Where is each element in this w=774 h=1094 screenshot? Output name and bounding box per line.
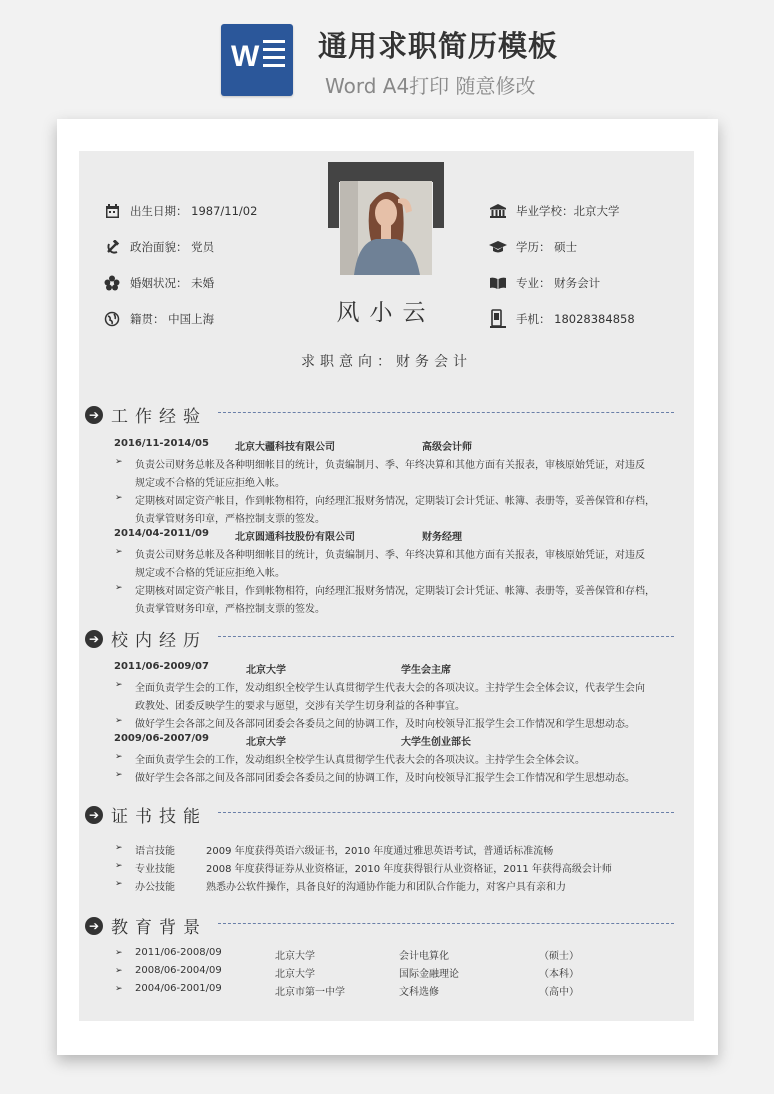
section-work-header xyxy=(85,402,207,427)
campus-bullet-line: 做好学生会各部之间及各部同团委会各委员之间的协调工作，及时向校领导汇报学生会工作情况和学生思想动态。 xyxy=(135,719,635,730)
profile-label: 学历： xyxy=(516,240,551,254)
profile-value: 18028384858 xyxy=(554,312,635,326)
bullet-arrow-icon: ➢ xyxy=(115,984,123,994)
profile-phone xyxy=(489,311,635,327)
campus-org: 北京大学 xyxy=(246,737,286,748)
edu-degree: （本科） xyxy=(539,969,579,980)
resume-page xyxy=(57,119,718,1055)
arrow-circle-icon: ➔ xyxy=(85,630,103,648)
edu-degree: （高中） xyxy=(539,987,579,998)
bullet-arrow-icon: ➢ xyxy=(115,547,123,557)
work-title: 高级会计师 xyxy=(422,442,472,453)
profile-label: 出生日期： xyxy=(130,204,188,218)
resume-sheet xyxy=(79,151,694,1021)
calendar-icon xyxy=(103,203,121,219)
phone-icon xyxy=(489,311,507,327)
edu-school: 北京大学 xyxy=(275,951,315,962)
edu-school: 北京大学 xyxy=(275,969,315,980)
profile-party xyxy=(103,239,214,255)
bullet-arrow-icon: ➢ xyxy=(115,879,123,889)
job-intent: 求职意向：财务会计 xyxy=(301,354,472,370)
campus-title: 大学生创业部长 xyxy=(401,737,471,748)
bullet-arrow-icon: ➢ xyxy=(115,680,123,690)
edu-date: 2004/06-2001/09 xyxy=(135,983,222,994)
profile-label: 政治面貌： xyxy=(130,240,188,254)
work-company: 北京大疆科技有限公司 xyxy=(235,442,335,453)
cert-text: 2008 年度获得证券从业资格证，2010 年度获得银行从业资格证，2011 年获得高级会计师 xyxy=(206,864,612,875)
profile-value: 1987/11/02 xyxy=(191,204,258,218)
section-title: 校内经历 xyxy=(111,631,207,651)
edu-major: 文科选修 xyxy=(399,987,439,998)
word-icon xyxy=(221,24,293,96)
profile-birth xyxy=(103,203,257,219)
cert-label: 语言技能 xyxy=(135,846,175,857)
profile-value: 中国上海 xyxy=(168,312,215,326)
globe-icon xyxy=(103,311,121,327)
edu-degree: （硕士） xyxy=(539,951,579,962)
school-building-icon xyxy=(489,203,507,219)
bullet-arrow-icon: ➢ xyxy=(115,948,123,958)
profile-label: 专业： xyxy=(516,276,551,290)
profile-label: 籍贯： xyxy=(130,312,165,326)
profile-marital xyxy=(103,275,214,291)
cert-text: 熟悉办公软件操作，具备良好的沟通协作能力和团队合作能力，对客户具有亲和力 xyxy=(206,882,566,893)
work-date: 2016/11-2014/05 xyxy=(114,438,209,449)
section-title: 证书技能 xyxy=(111,807,207,827)
section-certs-header xyxy=(85,802,207,827)
banner-title: 通用求职简历模板 xyxy=(318,29,559,63)
work-bullet-line: 负责公司财务总帐及各种明细帐目的统计，负责编制月、季、年终决算和其他方面有关报表，审核原始凭证，对违反 xyxy=(135,460,645,471)
arrow-circle-icon: ➔ xyxy=(85,806,103,824)
bullet-arrow-icon: ➢ xyxy=(115,843,123,853)
word-icon-letter: W xyxy=(231,40,260,73)
work-title: 财务经理 xyxy=(422,532,462,543)
campus-bullet-line: 全面负责学生会的工作，发动组织全校学生认真贯彻学生代表大会的各项决议。主持学生会全体会议。 xyxy=(135,755,585,766)
work-bullet-line: 定期核对固定资产帐目，作到帐物相符，向经理汇报财务情况，定期装订会计凭证、帐簿、表册等，妥善保管和存档， xyxy=(135,496,655,507)
campus-title: 学生会主席 xyxy=(401,665,451,676)
bullet-arrow-icon: ➢ xyxy=(115,583,123,593)
profile-label: 毕业学校： xyxy=(516,204,574,218)
section-edu-header xyxy=(85,913,207,938)
campus-date: 2009/06-2007/09 xyxy=(114,733,209,744)
edu-school: 北京市第一中学 xyxy=(275,987,345,998)
profile-label: 手机： xyxy=(516,312,551,326)
cert-text: 2009 年度获得英语六级证书，2010 年度通过雅思英语考试，普通话标准流畅 xyxy=(206,846,554,857)
work-bullet-line: 规定或不合格的凭证应拒绝入帐。 xyxy=(135,478,285,489)
edu-date: 2008/06-2004/09 xyxy=(135,965,222,976)
section-divider xyxy=(218,812,674,813)
edu-major: 国际金融理论 xyxy=(399,969,459,980)
arrow-circle-icon: ➔ xyxy=(85,917,103,935)
edu-major: 会计电算化 xyxy=(399,951,449,962)
arrow-circle-icon: ➔ xyxy=(85,406,103,424)
section-divider xyxy=(218,412,674,413)
work-bullet-line: 定期核对固定资产帐目，作到帐物相符，向经理汇报财务情况，定期装订会计凭证、帐簿、表册等，妥善保管和存档， xyxy=(135,586,655,597)
campus-bullet-line: 做好学生会各部之间及各部同团委会各委员之间的协调工作，及时向校领导汇报学生会工作情况和学生思想动态。 xyxy=(135,773,635,784)
book-icon xyxy=(489,275,507,291)
profile-value: 财务会计 xyxy=(554,276,601,290)
profile-degree xyxy=(489,239,577,255)
bullet-arrow-icon: ➢ xyxy=(115,716,123,726)
section-campus-header xyxy=(85,626,207,651)
bullet-arrow-icon: ➢ xyxy=(115,752,123,762)
profile-value: 硕士 xyxy=(554,240,578,254)
work-bullet-line: 负责公司财务总帐及各种明细帐目的统计，负责编制月、季、年终决算和其他方面有关报表，审核原始凭证，对违反 xyxy=(135,550,645,561)
profile-hometown xyxy=(103,311,214,327)
section-divider xyxy=(218,923,674,924)
profile-value: 党员 xyxy=(191,240,215,254)
graduation-cap-icon xyxy=(489,239,507,255)
bullet-arrow-icon: ➢ xyxy=(115,861,123,871)
candidate-name: 风小云 xyxy=(336,300,436,326)
work-bullet-line: 负责掌管财务印章，严格控制支票的签发。 xyxy=(135,604,325,615)
cert-label: 专业技能 xyxy=(135,864,175,875)
profile-label: 婚姻状况： xyxy=(130,276,188,290)
campus-org: 北京大学 xyxy=(246,665,286,676)
edu-date: 2011/06-2008/09 xyxy=(135,947,222,958)
campus-bullet-line: 全面负责学生会的工作，发动组织全校学生认真贯彻学生代表大会的各项决议。主持学生会全体会议，代表学生会向 xyxy=(135,683,645,694)
work-date: 2014/04-2011/09 xyxy=(114,528,209,539)
work-company: 北京圆通科技股份有限公司 xyxy=(235,532,355,543)
banner-subtitle: Word A4打印 随意修改 xyxy=(325,74,536,98)
flower-icon xyxy=(103,275,121,291)
hammer-sickle-icon xyxy=(103,239,121,255)
bullet-arrow-icon: ➢ xyxy=(115,770,123,780)
banner xyxy=(0,0,774,110)
bullet-arrow-icon: ➢ xyxy=(115,966,123,976)
profile-major xyxy=(489,275,600,291)
cert-label: 办公技能 xyxy=(135,882,175,893)
profile-photo xyxy=(340,181,432,275)
section-divider xyxy=(218,636,674,637)
work-bullet-line: 规定或不合格的凭证应拒绝入帐。 xyxy=(135,568,285,579)
campus-bullet-line: 政教处、团委反映学生的要求与愿望，交涉有关学生切身利益的各种事宜。 xyxy=(135,701,465,712)
bullet-arrow-icon: ➢ xyxy=(115,493,123,503)
section-title: 工作经验 xyxy=(111,407,207,427)
profile-value: 未婚 xyxy=(191,276,215,290)
profile-value: 北京大学 xyxy=(573,204,620,218)
profile-school xyxy=(489,203,620,219)
bullet-arrow-icon: ➢ xyxy=(115,457,123,467)
campus-date: 2011/06-2009/07 xyxy=(114,661,209,672)
section-title: 教育背景 xyxy=(111,918,207,938)
work-bullet-line: 负责掌管财务印章，严格控制支票的签发。 xyxy=(135,514,325,525)
